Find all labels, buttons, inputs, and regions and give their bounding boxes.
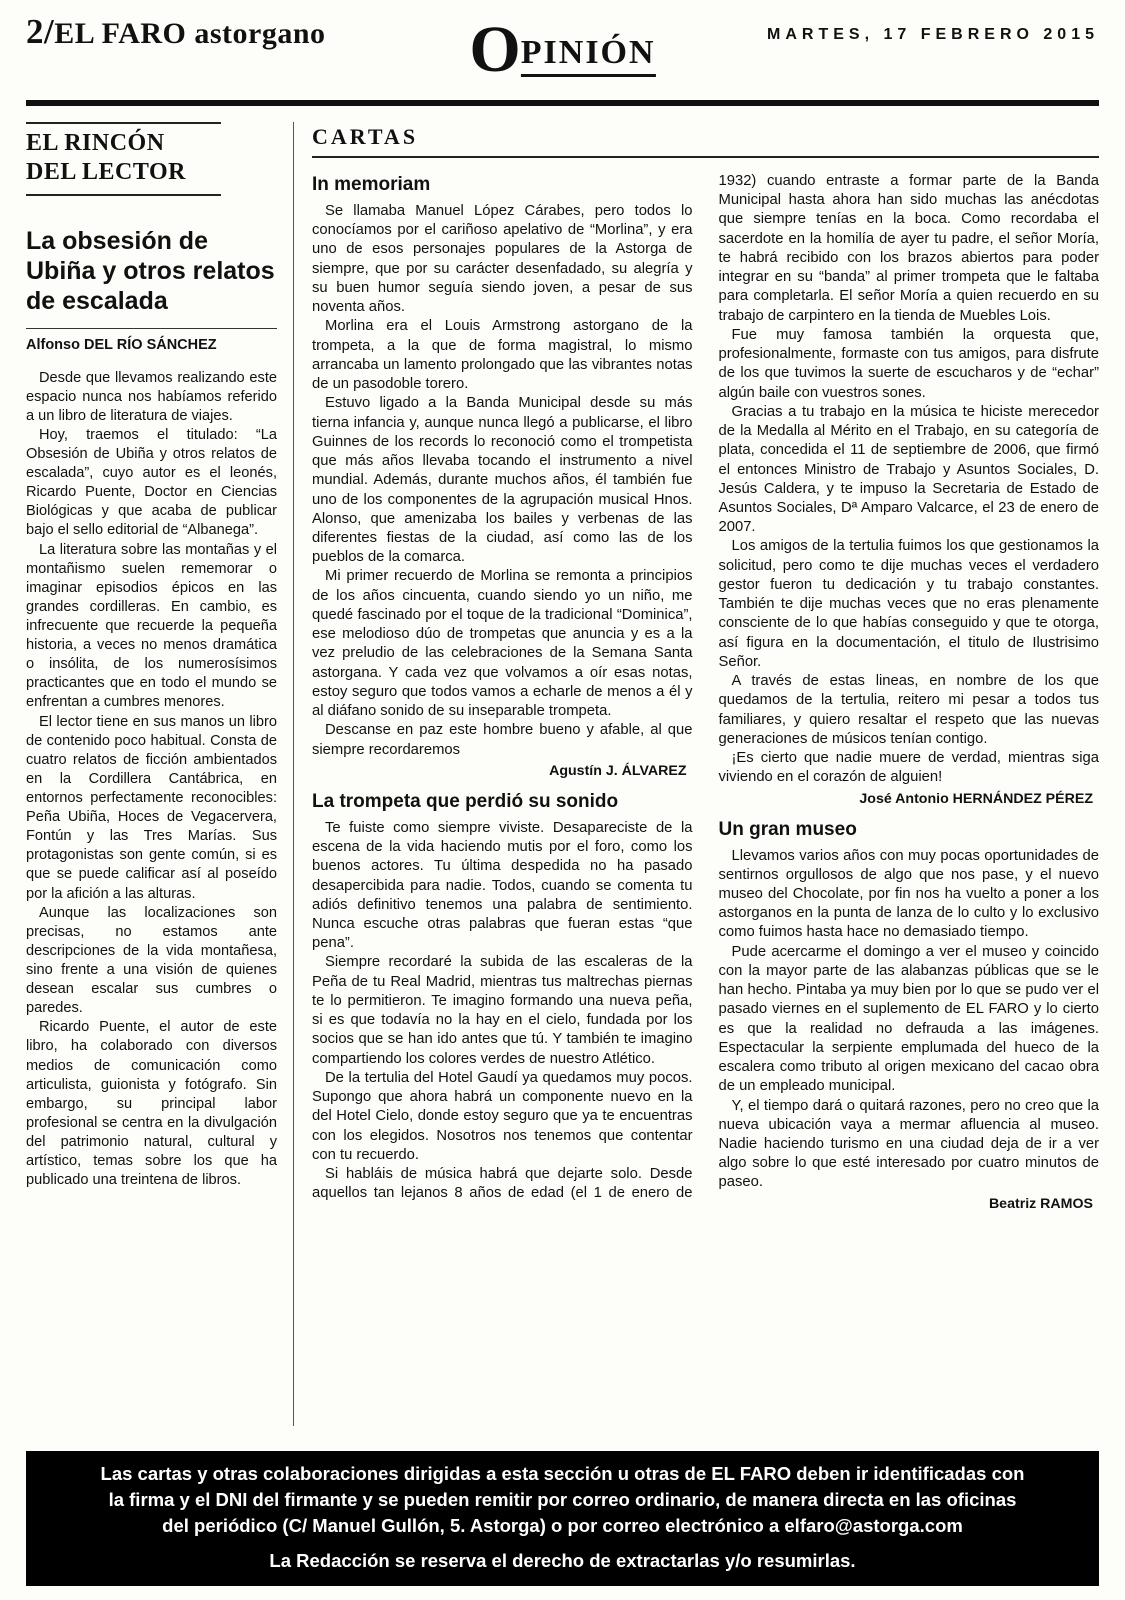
page-content — [26, 122, 1099, 1426]
section-title-opinion — [469, 13, 656, 86]
masthead-title: EL FARO astorgano — [54, 17, 326, 50]
sidebar-paragraph: Hoy, traemos el titulado: “La Obsesión de Ubiña y otros relatos de escalada”, cuyo autor es el leonés, Ricardo Puente, Doctor en Ciencias Biológicas y que acaba de publicar bajo el sello editorial de “Albanega”. — [26, 426, 277, 539]
masthead — [26, 12, 326, 52]
letter-paragraph: Se llamaba Manuel López Cárabes, pero todos lo conocíamos por el cariñoso apelativo de “Morlina”, y era uno de esos personajes populares de la Astorga de siempre, que por su carácter desenfadado, su alegría y su buen humor seguía siendo joven, a pesar de sus noventa años. — [312, 203, 693, 316]
sidebar-paragraph: El lector tiene en sus manos un libro de contenido poco habitual. Consta de cuatro relatos de ficción ambientados en la Cordillera Cantábrica, en entornos perfectamente reconocibles: Peña Ubiña, Hoces de Vegacervera, Fontún y las Tres Marías. Sus protagonistas son gente común, si es que se puede calificar así al poseído por la afición a las alturas. — [26, 713, 277, 902]
notice-line: del periódico (C/ Manuel Gullón, 5. Astorga) o por correo electrónico a elfaro@astorga.com — [162, 1515, 963, 1537]
sidebar-paragraph: Desde que llevamos realizando este espacio nunca nos habíamos referido a un libro de literatura de viajes. — [26, 369, 277, 424]
sidebar-paragraph: Aunque las localizaciones son precisas, no estamos ante descripciones de la vida montañesa, sino frente a una visión de quienes desean escalar sus cumbres o paredes. — [26, 904, 277, 1017]
sidebar-author: Alfonso DEL RÍO SÁNCHEZ — [26, 336, 217, 353]
letter-paragraph: Mi primer recuerdo de Morlina se remonta a principios de los años cincuenta, cuando siendo yo un niño, me quedé fascinado por el toque de la tradicional “Dominica”, ese melodioso dúo de trompetas que anuncia y es a la vez preludio de las celebraciones de la Semana Santa astorgana. Y cada vez que volvamos a oír esas notas, estoy seguro que todos vamos a echarle de menos a él y al diáfano sonido de su inseparable trompeta. — [312, 568, 693, 720]
page-header — [26, 10, 1099, 106]
letter-paragraph: Morlina era el Louis Armstrong astorgano de la trompeta, a la que de forma magistral, lo mismo arrancaba un lamento prolongado que las vibrantes notas de un pasodoble torero. — [312, 318, 693, 393]
letter-paragraph: Pude acercarme el domingo a ver el museo y coincido con la mayor parte de las alabanzas públicas que se le han hecho. Pintaba ya muy bien por lo que se pudo ver el pasado viernes en el suplemento de EL FARO y lo cierto es que la realidad no defrauda a las imágenes. Espectacular la serpiente emplumada del hueco de la escalera como tributo al origen mexicano del cacao obra de un empleado municipal. — [718, 943, 1099, 1095]
notice-line-reserve: La Redacción se reserva el derecho de extractarlas y/o resumirlas. — [269, 1549, 856, 1571]
page-number: 2/ — [26, 12, 55, 51]
editorial-notice-box — [26, 1451, 1099, 1586]
sidebar-article-title: La obsesión de Ubiña y otros relatos de escalada — [26, 226, 275, 315]
letter-paragraph: Estuvo ligado a la Banda Municipal desde su más tierna infancia y, aunque nunca llegó a publicarse, el libro Guinnes de los records lo reconoció como el trompetista que más años llevaba tocando el instrumento a nivel mundial. Además, durante muchos años, él también fue uno de los componentes de la agrupación musical Hnos. Alonso, que amenizaba los bailes y verbenas de las diferentes fiestas de la ciudad, así como las de los pueblos de la comarca. — [312, 395, 693, 566]
cartas-section-title: CARTAS — [312, 122, 1099, 158]
sidebar-paragraph: La literatura sobre las montañas y el montañismo suelen rememorar o imaginar episodios épicos en las grandes cordilleras. En cambio, es infrecuente que recuerde la pequeña historia, a veces no menos dramática o insólita, de los numerosísimos practicantes que en todo el mundo se enfrentan a cumbres menores. — [26, 541, 277, 711]
letter-paragraph: Gracias a tu trabajo en la música te hiciste merecedor de la Medalla al Mérito en el Trabajo, en su categoría de plata, concedida el 11 de septiembre de 2006, que firmó el entonces Ministro de Trabajo y Asuntos Sociales, D. Jesús Caldera, y te impuso la Secretaria de Estado de Asuntos Sociales, Dª Amparo Valcarce, el 23 de enero de 2007. — [718, 403, 1099, 536]
notice-line: Las cartas y otras colaboraciones dirigidas a esta sección u otras de EL FARO deben ir identificadas con — [100, 1462, 1025, 1484]
sidebar-rincon-del-lector — [26, 122, 294, 1426]
letter-title: In memoriam — [312, 174, 431, 195]
letter-paragraph: Y, el tiempo dará o quitará razones, pero no creo que la nueva ubicación vaya a mermar afluencia al museo. Nadie haciendo turismo en una ciudad deja de ir a ver algo sobre lo que esté interesado por cuatro minutos de paseo. — [718, 1097, 1099, 1191]
letter-paragraph: Si habláis de música habrá que dejarte solo. Desde aquellos tan lejanos 8 años de edad (el 1 de enero de 1932) cuando entraste a formar parte de la Banda Municipal hasta ahora han sido muchas las anécdotas que siempre tenías en la boca. Como recordaba el sacerdote en la homilía de ayer tu padre, el señor Moría, te habrá recibido con los brazos abiertos para poder integrar en su “banda” al primer trompeta que le faltaba para completarla. El señor Moría a quien recuerdo en su trabajo de carpintero en la tienda de Muebles Lois. — [312, 173, 1099, 1202]
letter-paragraph: ¡Es cierto que nadie muere de verdad, mientras siga viviendo en el corazón de alguien! — [718, 750, 1099, 786]
letter-signature: José Antonio HERNÁNDEZ PÉREZ — [859, 790, 1093, 807]
letter-paragraph: De la tertulia del Hotel Gaudí ya quedamos muy pocos. Supongo que ahora habrá un componente nuevo en la del Hotel Cielo, donde estoy seguro que ya te encuentras con los elegidos. Nosotros nos tenemos que contentar con tu recuerdo. — [312, 1069, 693, 1163]
letter-title: Un gran museo — [718, 818, 857, 840]
title-rule — [26, 328, 277, 329]
letter-signature: Agustín J. ÁLVAREZ — [549, 762, 687, 779]
letter-paragraph: Los amigos de la tertulia fuimos los que gestionamos la solicitud, pero como te dije muchas veces el verdadero gestor fueron tu dedicación y tu trabajo constantes. También te dije muchas veces que no eras plenamente consciente de lo que habías conseguido y que te otorga, así figura en la documentación, el titulo de Ilustrisimo Señor. — [718, 538, 1099, 670]
letter-paragraph: Descanse en paz este hombre bueno y afable, al que siempre recordaremos — [312, 722, 693, 758]
section-initial: O — [469, 13, 521, 86]
rincon-box-title: EL RINCÓN DEL LECTOR — [26, 122, 221, 196]
notice-line: la firma y el DNI del firmante y se pueden remitir por correo ordinario, de manera directa en las oficinas — [108, 1489, 1017, 1511]
letter-signature: Beatriz RAMOS — [988, 1195, 1093, 1212]
letter-paragraph: Siempre recordaré la subida de las escaleras de la Peña de tu Real Madrid, mientras tus maltrechas piernas te lo permitieron. Te imagino formando una nueva peña, si es que todavía no la hay en el cielo, fundada por los socios que se han ido antes que tú. Y también te imagino compartiendo los colores verdes de nuestro Atlético. — [312, 954, 693, 1067]
letter-in-memoriam — [312, 174, 693, 779]
cartas-columns — [312, 172, 1099, 1212]
letter-paragraph: Fue muy famosa también la orquesta que, profesionalmente, formaste con tus amigos, para disfrute de los que tuvimos la suerte de escucharos y de “echar” algún baile con vuestros sones. — [718, 326, 1099, 401]
letter-un-gran-museo — [719, 819, 1100, 1212]
letter-paragraph: Llevamos varios años con muy pocas oportunidades de sentirnos orgullosos de algo que nos pase, y el nuevo museo del Chocolate, por fin nos ha vuelto a poner a los astorganos en la punta de lanza de lo culto y lo exclusivo como fuimos hasta hace no demasiado tiempo. — [718, 847, 1099, 941]
letter-paragraph: Te fuiste como siempre viviste. Desapareciste de la escena de la vida haciendo mutis por el foro, como los buenos actores. Tu última despedida no ha pasado desapercibida para nadie. Todos, cuando se comenta tu adiós definitivo tenemos una palabra de sentimiento. Nunca escuche otras palabras que fueran estas “que pena”. — [312, 819, 693, 952]
letter-title: La trompeta que perdió su sonido — [312, 790, 619, 812]
section-rest: PINIÓN — [521, 34, 656, 77]
header-rule — [26, 100, 1099, 106]
cartas-section — [294, 122, 1099, 1426]
issue-date: MARTES, 17 FEBRERO 2015 — [767, 26, 1099, 43]
sidebar-paragraph: Ricardo Puente, el autor de este libro, ha colaborado con diversos medios de comunicación como articulista, guionista y fotógrafo. Sin embargo, su principal labor profesional se centra en la divulgación del patrimonio natural, cultural y artístico, temas sobre los que ha publicado una treintena de libros. — [26, 1019, 277, 1189]
letter-paragraph: A través de estas lineas, en nombre de los que quedamos de la tertulia, reitero mi pesar a todos tus familiares, y quiero resaltar el respeto que las nuevas generaciones de músicos tenían contigo. — [718, 673, 1099, 747]
